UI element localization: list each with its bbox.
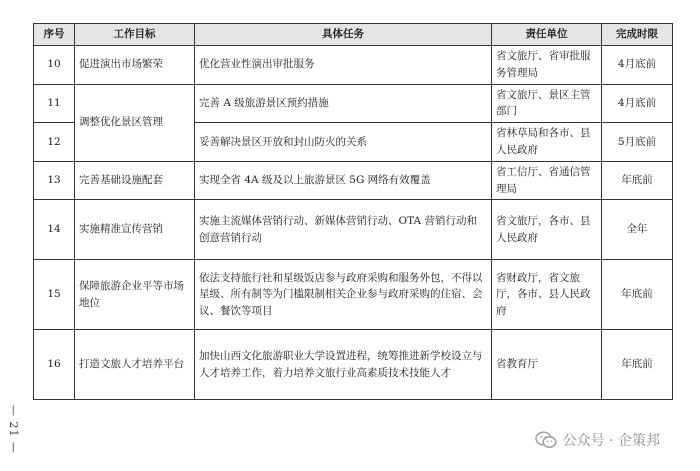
row-no: 12 [34, 123, 75, 162]
row-time: 年底前 [602, 161, 673, 200]
row-task: 完善 A 级旅游景区预约措施 [195, 84, 492, 123]
watermark-text: 公众号 · 企策邦 [562, 433, 660, 449]
row-goal: 保障旅游企业平等市场地位 [75, 260, 195, 330]
row-goal: 促进演出市场繁荣 [75, 46, 195, 85]
row-goal: 实施精准宣传营销 [75, 200, 195, 260]
table-header-row [34, 24, 673, 46]
row-time: 年底前 [602, 330, 673, 400]
row-no: 10 [34, 46, 75, 85]
row-unit: 省文旅厅，各市、县人民政府 [492, 200, 602, 260]
row-goal: 打造文旅人才培养平台 [75, 330, 195, 400]
table-row [34, 161, 673, 200]
row-task: 实现全省 4A 级及以上旅游景区 5G 网络有效覆盖 [195, 161, 492, 200]
row-unit: 省林草局和各市、县人民政府 [492, 123, 602, 162]
row-no: 11 [34, 84, 75, 123]
row-goal: 调整优化景区管理 [75, 84, 195, 161]
header-no: 序号 [34, 24, 75, 46]
row-time: 4月底前 [602, 46, 673, 85]
row-no: 15 [34, 260, 75, 330]
header-goal: 工作目标 [75, 24, 195, 46]
row-task: 依法支持旅行社和星级饭店参与政府采购和服务外包，不得以星级、所有制等为门槛限制相关企业参与政府采购的住宿、会议、餐饮等项目 [195, 260, 492, 330]
table-row [34, 84, 673, 123]
row-time: 4月底前 [602, 84, 673, 123]
header-time: 完成时限 [602, 24, 673, 46]
row-time: 年底前 [602, 260, 673, 330]
table-row [34, 260, 673, 330]
row-task: 实施主流媒体营销行动、新媒体营销行动、OTA 营销行动和创意营销行动 [195, 200, 492, 260]
row-time: 5月底前 [602, 123, 673, 162]
task-table [33, 23, 673, 400]
row-task: 加快山西文化旅游职业大学设置进程，统筹推进新学校设立与人才培养工作，着力培养文旅行业高素质技术技能人才 [195, 330, 492, 400]
row-unit: 省文旅厅、省审批服务管理局 [492, 46, 602, 85]
header-task: 具体任务 [195, 24, 492, 46]
table-row [34, 46, 673, 85]
row-unit: 省教育厅 [492, 330, 602, 400]
row-time: 全年 [602, 200, 673, 260]
row-no: 13 [34, 161, 75, 200]
watermark [535, 430, 660, 450]
row-unit: 省工信厅、省通信管理局 [492, 161, 602, 200]
header-unit: 责任单位 [492, 24, 602, 46]
row-task: 妥善解决景区开放和封山防火的关系 [195, 123, 492, 162]
page-number: — 21 — [7, 405, 20, 454]
row-no: 16 [34, 330, 75, 400]
row-no: 14 [34, 200, 75, 260]
table-row [34, 200, 673, 260]
row-unit: 省财政厅，省文旅厅，各市、县人民政府 [492, 260, 602, 330]
row-task: 优化营业性演出审批服务 [195, 46, 492, 85]
table-row [34, 330, 673, 400]
wechat-icon [535, 431, 557, 449]
row-goal: 完善基础设施配套 [75, 161, 195, 200]
row-unit: 省文旅厅、景区主管部门 [492, 84, 602, 123]
